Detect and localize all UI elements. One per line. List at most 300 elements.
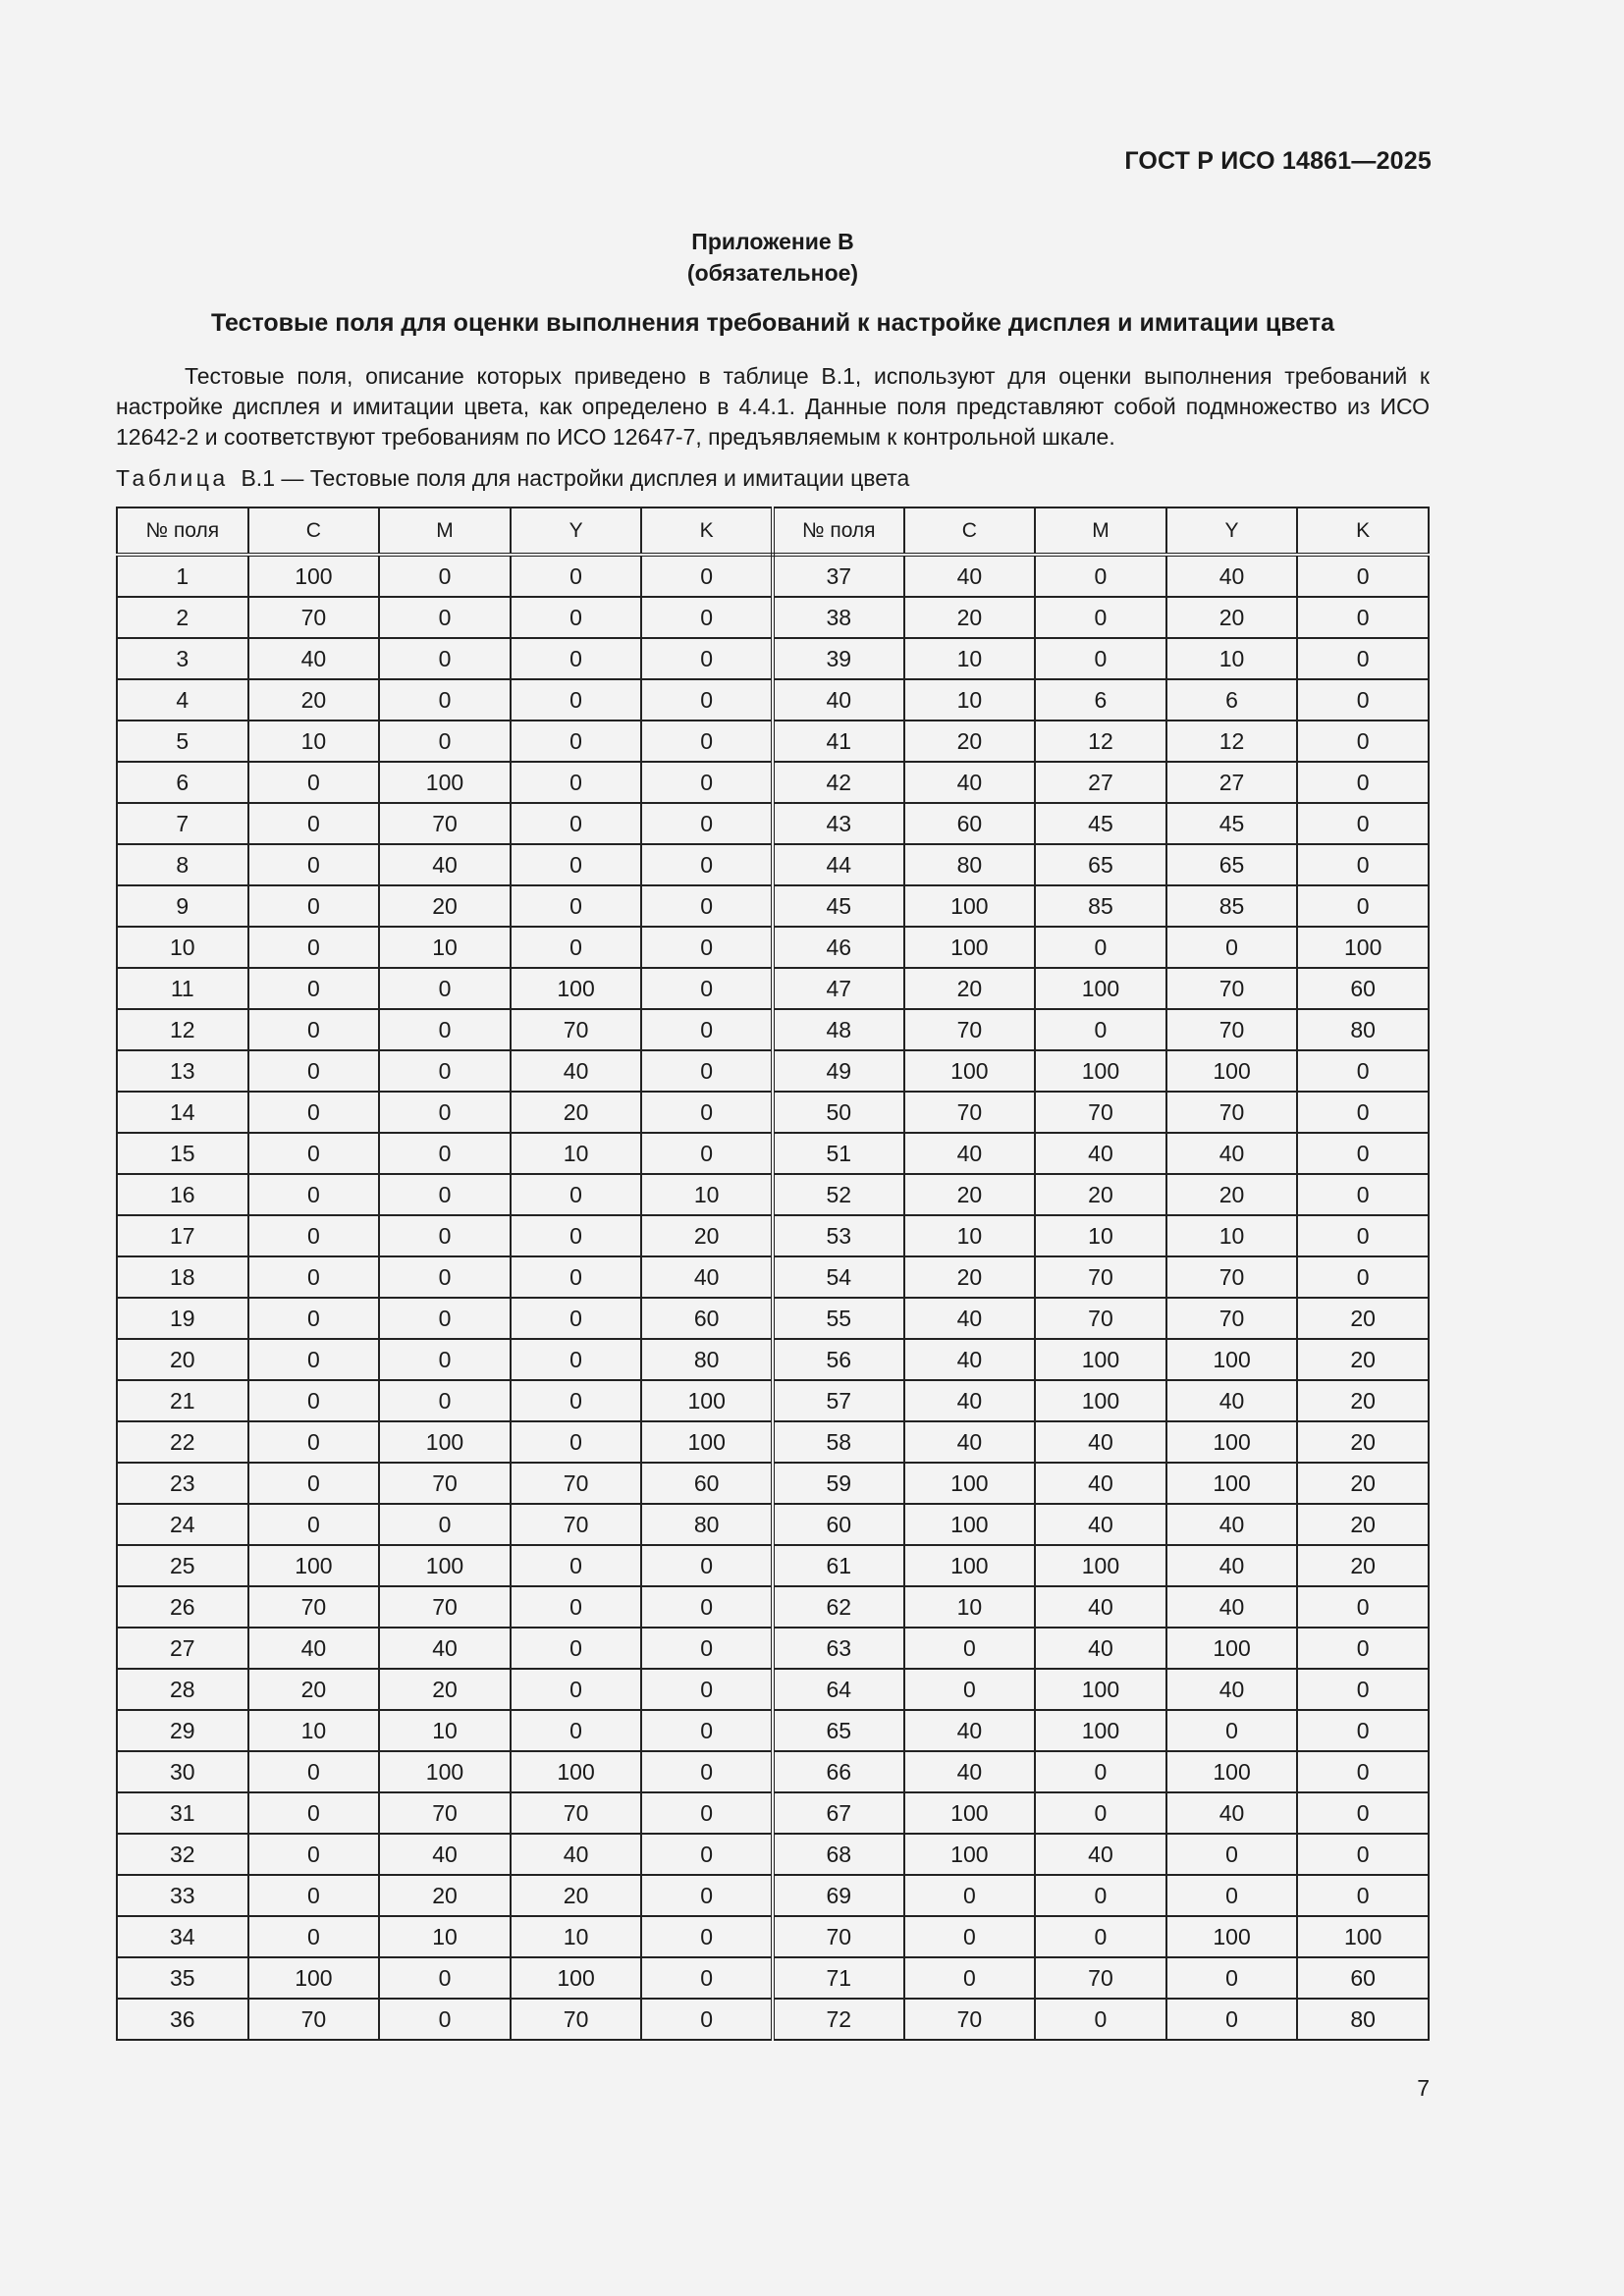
table-cell: 0 bbox=[511, 1669, 642, 1710]
table-cell: 0 bbox=[1297, 721, 1429, 762]
table-cell: 0 bbox=[248, 1751, 380, 1792]
table-cell: 40 bbox=[248, 638, 380, 679]
table-row bbox=[117, 762, 1429, 803]
table-cell: 0 bbox=[1035, 1916, 1166, 1957]
table-cell: 0 bbox=[248, 844, 380, 885]
table-cell: 0 bbox=[511, 555, 642, 597]
table-cell: 6 bbox=[1035, 679, 1166, 721]
table-cell: 70 bbox=[1166, 1009, 1298, 1050]
table-cell: 0 bbox=[641, 1875, 773, 1916]
table-row bbox=[117, 1009, 1429, 1050]
table-cell: 0 bbox=[511, 1298, 642, 1339]
table-cell: 0 bbox=[641, 1916, 773, 1957]
table-cell: 0 bbox=[248, 968, 380, 1009]
appendix-title: Приложение B bbox=[691, 229, 854, 254]
table-cell: 0 bbox=[641, 885, 773, 927]
table-cell: 0 bbox=[1035, 1875, 1166, 1916]
table-cell: 16 bbox=[117, 1174, 248, 1215]
table-row bbox=[117, 1298, 1429, 1339]
table-cell: 0 bbox=[511, 803, 642, 844]
table-cell: 100 bbox=[248, 1545, 380, 1586]
table-cell: 0 bbox=[379, 1380, 511, 1421]
table-caption bbox=[116, 465, 909, 492]
table-cell: 70 bbox=[904, 1999, 1036, 2040]
table-cell: 20 bbox=[379, 1875, 511, 1916]
table-cell: 10 bbox=[379, 1916, 511, 1957]
table-row bbox=[117, 597, 1429, 638]
column-header: C bbox=[248, 507, 380, 555]
table-cell: 17 bbox=[117, 1215, 248, 1256]
table-cell: 45 bbox=[1166, 803, 1298, 844]
appendix-status: (обязательное) bbox=[686, 260, 859, 286]
table-cell: 10 bbox=[1035, 1215, 1166, 1256]
table-cell: 0 bbox=[248, 1916, 380, 1957]
table-cell: 100 bbox=[379, 1545, 511, 1586]
table-cell: 36 bbox=[117, 1999, 248, 2040]
table-cell: 0 bbox=[641, 721, 773, 762]
table-cell: 70 bbox=[1035, 1957, 1166, 1999]
table-cell: 20 bbox=[904, 1256, 1036, 1298]
table-cell: 0 bbox=[248, 1463, 380, 1504]
table-cell: 0 bbox=[1297, 1792, 1429, 1834]
table-cell: 0 bbox=[379, 555, 511, 597]
table-cell: 0 bbox=[379, 1092, 511, 1133]
table-cell: 70 bbox=[904, 1009, 1036, 1050]
table-cell: 100 bbox=[1166, 1050, 1298, 1092]
table-cell: 40 bbox=[379, 1834, 511, 1875]
table-cell: 70 bbox=[248, 597, 380, 638]
table-cell: 20 bbox=[117, 1339, 248, 1380]
table-cell: 0 bbox=[1297, 1174, 1429, 1215]
table-cell: 2 bbox=[117, 597, 248, 638]
table-cell: 49 bbox=[773, 1050, 904, 1092]
table-cell: 20 bbox=[379, 885, 511, 927]
table-cell: 12 bbox=[1166, 721, 1298, 762]
table-cell: 70 bbox=[511, 1792, 642, 1834]
table-cell: 100 bbox=[904, 1545, 1036, 1586]
table-cell: 0 bbox=[641, 1957, 773, 1999]
table-cell: 27 bbox=[117, 1628, 248, 1669]
table-cell: 35 bbox=[117, 1957, 248, 1999]
table-cell: 67 bbox=[773, 1792, 904, 1834]
table-cell: 0 bbox=[379, 679, 511, 721]
table-cell: 0 bbox=[1297, 1710, 1429, 1751]
table-cell: 0 bbox=[1035, 597, 1166, 638]
table-cell: 100 bbox=[1166, 1339, 1298, 1380]
table-cell: 60 bbox=[904, 803, 1036, 844]
table-row bbox=[117, 1957, 1429, 1999]
column-header: M bbox=[379, 507, 511, 555]
table-cell: 0 bbox=[511, 638, 642, 679]
table-cell: 4 bbox=[117, 679, 248, 721]
table-cell: 40 bbox=[248, 1628, 380, 1669]
table-cell: 0 bbox=[379, 1999, 511, 2040]
column-header: M bbox=[1035, 507, 1166, 555]
table-cell: 100 bbox=[248, 555, 380, 597]
table-cell: 0 bbox=[248, 803, 380, 844]
table-cell: 0 bbox=[248, 1092, 380, 1133]
table-cell: 100 bbox=[1166, 1628, 1298, 1669]
table-cell: 100 bbox=[904, 1050, 1036, 1092]
table-cell: 10 bbox=[904, 679, 1036, 721]
table-cell: 31 bbox=[117, 1792, 248, 1834]
table-cell: 0 bbox=[379, 1339, 511, 1380]
table-cell: 0 bbox=[1297, 844, 1429, 885]
table-cell: 0 bbox=[379, 1174, 511, 1215]
table-cell: 70 bbox=[511, 1463, 642, 1504]
table-cell: 100 bbox=[1035, 968, 1166, 1009]
table-cell: 10 bbox=[1166, 638, 1298, 679]
table-cell: 80 bbox=[1297, 1999, 1429, 2040]
table-cell: 0 bbox=[511, 597, 642, 638]
table-cell: 39 bbox=[773, 638, 904, 679]
table-cell: 10 bbox=[511, 1916, 642, 1957]
table-cell: 0 bbox=[511, 762, 642, 803]
table-cell: 0 bbox=[641, 679, 773, 721]
section-title: Тестовые поля для оценки выполнения требований к настройке дисплея и имитации цвета bbox=[210, 309, 1335, 337]
table-cell: 20 bbox=[248, 1669, 380, 1710]
column-header: Y bbox=[511, 507, 642, 555]
table-cell: 100 bbox=[1297, 927, 1429, 968]
table-cell: 0 bbox=[641, 1545, 773, 1586]
table-cell: 0 bbox=[1166, 1710, 1298, 1751]
table-cell: 85 bbox=[1166, 885, 1298, 927]
table-cell: 0 bbox=[248, 1339, 380, 1380]
table-cell: 70 bbox=[1166, 1298, 1298, 1339]
table-cell: 20 bbox=[1297, 1504, 1429, 1545]
table-cell: 10 bbox=[379, 927, 511, 968]
table-row bbox=[117, 1463, 1429, 1504]
table-cell: 6 bbox=[117, 762, 248, 803]
table-cell: 0 bbox=[641, 1586, 773, 1628]
table-cell: 0 bbox=[511, 1421, 642, 1463]
table-cell: 18 bbox=[117, 1256, 248, 1298]
table-cell: 100 bbox=[1297, 1916, 1429, 1957]
column-header: № поля bbox=[773, 507, 904, 555]
table-cell: 70 bbox=[1166, 1092, 1298, 1133]
table-cell: 40 bbox=[1035, 1421, 1166, 1463]
table-cell: 26 bbox=[117, 1586, 248, 1628]
table-cell: 100 bbox=[1035, 1339, 1166, 1380]
table-cell: 10 bbox=[904, 1586, 1036, 1628]
table-cell: 33 bbox=[117, 1875, 248, 1916]
table-cell: 60 bbox=[1297, 1957, 1429, 1999]
table-cell: 0 bbox=[1297, 1669, 1429, 1710]
table-cell: 0 bbox=[379, 1050, 511, 1092]
table-cell: 40 bbox=[1035, 1504, 1166, 1545]
table-cell: 40 bbox=[1166, 1504, 1298, 1545]
table-cell: 0 bbox=[1297, 555, 1429, 597]
table-cell: 100 bbox=[379, 762, 511, 803]
table-caption-text: B.1 — Тестовые поля для настройки дисплея и имитации цвета bbox=[241, 465, 910, 491]
table-cell: 100 bbox=[1035, 1380, 1166, 1421]
table-cell: 72 bbox=[773, 1999, 904, 2040]
table-cell: 25 bbox=[117, 1545, 248, 1586]
table-cell: 65 bbox=[773, 1710, 904, 1751]
table-cell: 0 bbox=[511, 1256, 642, 1298]
table-cell: 58 bbox=[773, 1421, 904, 1463]
table-row bbox=[117, 1050, 1429, 1092]
table-cell: 0 bbox=[379, 1298, 511, 1339]
table-cell: 10 bbox=[117, 927, 248, 968]
table-cell: 0 bbox=[1297, 1751, 1429, 1792]
table-cell: 100 bbox=[1166, 1421, 1298, 1463]
table-cell: 40 bbox=[1035, 1834, 1166, 1875]
table-cell: 100 bbox=[904, 1792, 1036, 1834]
table-cell: 70 bbox=[1166, 1256, 1298, 1298]
table-cell: 70 bbox=[511, 1009, 642, 1050]
table-cell: 0 bbox=[1035, 1009, 1166, 1050]
table-cell: 1 bbox=[117, 555, 248, 597]
table-cell: 0 bbox=[379, 597, 511, 638]
table-cell: 40 bbox=[379, 844, 511, 885]
test-fields-table bbox=[116, 507, 1430, 2041]
table-cell: 0 bbox=[511, 885, 642, 927]
table-row bbox=[117, 1092, 1429, 1133]
table-row bbox=[117, 1380, 1429, 1421]
table-row bbox=[117, 721, 1429, 762]
table-cell: 0 bbox=[641, 968, 773, 1009]
table-cell: 0 bbox=[1166, 1999, 1298, 2040]
table-cell: 0 bbox=[379, 721, 511, 762]
table-cell: 22 bbox=[117, 1421, 248, 1463]
table-cell: 100 bbox=[904, 885, 1036, 927]
table-cell: 64 bbox=[773, 1669, 904, 1710]
table-cell: 70 bbox=[379, 803, 511, 844]
table-row bbox=[117, 1916, 1429, 1957]
table-cell: 65 bbox=[1035, 844, 1166, 885]
document-id-header: ГОСТ Р ИСО 14861—2025 bbox=[1124, 147, 1432, 175]
table-cell: 0 bbox=[511, 1215, 642, 1256]
table-cell: 19 bbox=[117, 1298, 248, 1339]
table-cell: 10 bbox=[1166, 1215, 1298, 1256]
table-cell: 100 bbox=[1166, 1463, 1298, 1504]
table-cell: 66 bbox=[773, 1751, 904, 1792]
table-cell: 0 bbox=[511, 1339, 642, 1380]
table-cell: 69 bbox=[773, 1875, 904, 1916]
table-cell: 60 bbox=[641, 1298, 773, 1339]
table-cell: 9 bbox=[117, 885, 248, 927]
table-cell: 0 bbox=[1166, 1957, 1298, 1999]
table-cell: 63 bbox=[773, 1628, 904, 1669]
table-row bbox=[117, 1545, 1429, 1586]
table-cell: 59 bbox=[773, 1463, 904, 1504]
table-cell: 0 bbox=[511, 1586, 642, 1628]
table-cell: 20 bbox=[511, 1875, 642, 1916]
table-cell: 65 bbox=[1166, 844, 1298, 885]
table-cell: 62 bbox=[773, 1586, 904, 1628]
table-cell: 10 bbox=[379, 1710, 511, 1751]
table-cell: 20 bbox=[1297, 1298, 1429, 1339]
table-cell: 0 bbox=[248, 1050, 380, 1092]
table-cell: 0 bbox=[1297, 597, 1429, 638]
table-cell: 40 bbox=[773, 679, 904, 721]
table-cell: 0 bbox=[248, 1298, 380, 1339]
table-cell: 0 bbox=[1035, 927, 1166, 968]
table-caption-prefix: Таблица bbox=[116, 465, 229, 491]
table-cell: 40 bbox=[641, 1256, 773, 1298]
table-cell: 40 bbox=[1166, 555, 1298, 597]
table-cell: 40 bbox=[511, 1050, 642, 1092]
table-row bbox=[117, 803, 1429, 844]
table-cell: 0 bbox=[511, 927, 642, 968]
table-cell: 51 bbox=[773, 1133, 904, 1174]
table-cell: 0 bbox=[641, 597, 773, 638]
table-cell: 0 bbox=[904, 1957, 1036, 1999]
table-cell: 53 bbox=[773, 1215, 904, 1256]
table-cell: 0 bbox=[641, 1834, 773, 1875]
table-cell: 20 bbox=[641, 1215, 773, 1256]
table-cell: 57 bbox=[773, 1380, 904, 1421]
table-cell: 0 bbox=[641, 1669, 773, 1710]
table-cell: 40 bbox=[1166, 1545, 1298, 1586]
table-cell: 0 bbox=[379, 1215, 511, 1256]
table-cell: 40 bbox=[904, 555, 1036, 597]
table-row bbox=[117, 1628, 1429, 1669]
table-cell: 30 bbox=[117, 1751, 248, 1792]
table-cell: 6 bbox=[1166, 679, 1298, 721]
table-row bbox=[117, 1504, 1429, 1545]
table-cell: 21 bbox=[117, 1380, 248, 1421]
table-cell: 0 bbox=[511, 1628, 642, 1669]
table-cell: 0 bbox=[904, 1916, 1036, 1957]
appendix-heading bbox=[116, 226, 1430, 289]
table-cell: 100 bbox=[1166, 1916, 1298, 1957]
table-cell: 0 bbox=[511, 1710, 642, 1751]
table-cell: 11 bbox=[117, 968, 248, 1009]
table-cell: 10 bbox=[248, 1710, 380, 1751]
table-cell: 20 bbox=[1297, 1463, 1429, 1504]
table-cell: 70 bbox=[248, 1586, 380, 1628]
table-row bbox=[117, 1710, 1429, 1751]
table-cell: 0 bbox=[1297, 1215, 1429, 1256]
table-cell: 40 bbox=[1166, 1586, 1298, 1628]
table-cell: 70 bbox=[379, 1792, 511, 1834]
table-cell: 10 bbox=[641, 1174, 773, 1215]
column-header: C bbox=[904, 507, 1036, 555]
table-cell: 68 bbox=[773, 1834, 904, 1875]
table-row bbox=[117, 1751, 1429, 1792]
table-cell: 40 bbox=[904, 762, 1036, 803]
table-row bbox=[117, 1834, 1429, 1875]
table-cell: 0 bbox=[1297, 803, 1429, 844]
table-cell: 70 bbox=[1035, 1092, 1166, 1133]
table-cell: 0 bbox=[1297, 1133, 1429, 1174]
table-cell: 40 bbox=[1035, 1133, 1166, 1174]
table-cell: 0 bbox=[1035, 638, 1166, 679]
table-cell: 0 bbox=[641, 1050, 773, 1092]
table-cell: 0 bbox=[1297, 1875, 1429, 1916]
table-cell: 100 bbox=[1035, 1710, 1166, 1751]
table-cell: 71 bbox=[773, 1957, 904, 1999]
table-cell: 0 bbox=[1035, 1792, 1166, 1834]
table-cell: 56 bbox=[773, 1339, 904, 1380]
table-cell: 0 bbox=[248, 1174, 380, 1215]
table-cell: 20 bbox=[1166, 597, 1298, 638]
table-row bbox=[117, 679, 1429, 721]
table-cell: 14 bbox=[117, 1092, 248, 1133]
table-cell: 40 bbox=[1166, 1133, 1298, 1174]
table-cell: 0 bbox=[1297, 1050, 1429, 1092]
table-cell: 52 bbox=[773, 1174, 904, 1215]
table-cell: 0 bbox=[1297, 638, 1429, 679]
table-cell: 0 bbox=[248, 1009, 380, 1050]
table-cell: 0 bbox=[379, 1133, 511, 1174]
table-cell: 100 bbox=[904, 927, 1036, 968]
table-cell: 70 bbox=[773, 1916, 904, 1957]
table-cell: 70 bbox=[1166, 968, 1298, 1009]
table-cell: 100 bbox=[1035, 1050, 1166, 1092]
table-row bbox=[117, 1586, 1429, 1628]
table-cell: 0 bbox=[248, 927, 380, 968]
table-cell: 40 bbox=[904, 1133, 1036, 1174]
table-cell: 47 bbox=[773, 968, 904, 1009]
table-cell: 0 bbox=[511, 844, 642, 885]
table-cell: 0 bbox=[641, 638, 773, 679]
table-cell: 80 bbox=[641, 1339, 773, 1380]
table-cell: 0 bbox=[641, 1133, 773, 1174]
table-row bbox=[117, 555, 1429, 597]
table-cell: 0 bbox=[511, 1174, 642, 1215]
table-row bbox=[117, 1999, 1429, 2040]
table-cell: 100 bbox=[1166, 1751, 1298, 1792]
table-cell: 100 bbox=[904, 1463, 1036, 1504]
table-cell: 100 bbox=[248, 1957, 380, 1999]
table-cell: 0 bbox=[641, 1999, 773, 2040]
table-cell: 45 bbox=[1035, 803, 1166, 844]
table-cell: 0 bbox=[379, 1256, 511, 1298]
table-cell: 0 bbox=[1035, 1999, 1166, 2040]
table-cell: 0 bbox=[248, 762, 380, 803]
table-cell: 70 bbox=[511, 1504, 642, 1545]
table-cell: 20 bbox=[904, 1174, 1036, 1215]
table-cell: 0 bbox=[641, 1751, 773, 1792]
table-cell: 7 bbox=[117, 803, 248, 844]
table-cell: 20 bbox=[1166, 1174, 1298, 1215]
table-cell: 20 bbox=[904, 968, 1036, 1009]
table-cell: 20 bbox=[511, 1092, 642, 1133]
table-cell: 0 bbox=[641, 1628, 773, 1669]
table-cell: 40 bbox=[511, 1834, 642, 1875]
table-cell: 0 bbox=[511, 1380, 642, 1421]
table-cell: 10 bbox=[904, 1215, 1036, 1256]
page-number: 7 bbox=[1417, 2075, 1430, 2101]
table-cell: 23 bbox=[117, 1463, 248, 1504]
table-cell: 20 bbox=[1297, 1339, 1429, 1380]
table-row bbox=[117, 1256, 1429, 1298]
table-cell: 28 bbox=[117, 1669, 248, 1710]
table-cell: 0 bbox=[248, 1834, 380, 1875]
table-cell: 40 bbox=[1166, 1669, 1298, 1710]
table-cell: 70 bbox=[904, 1092, 1036, 1133]
table-cell: 60 bbox=[641, 1463, 773, 1504]
table-cell: 100 bbox=[904, 1834, 1036, 1875]
table-row bbox=[117, 927, 1429, 968]
table-cell: 40 bbox=[379, 1628, 511, 1669]
table-row bbox=[117, 1339, 1429, 1380]
table-cell: 0 bbox=[511, 1545, 642, 1586]
table-cell: 27 bbox=[1166, 762, 1298, 803]
table-row bbox=[117, 1421, 1429, 1463]
table-cell: 15 bbox=[117, 1133, 248, 1174]
table-cell: 10 bbox=[904, 638, 1036, 679]
table-cell: 40 bbox=[1035, 1586, 1166, 1628]
table-cell: 20 bbox=[1297, 1545, 1429, 1586]
table-cell: 0 bbox=[248, 1133, 380, 1174]
table-cell: 27 bbox=[1035, 762, 1166, 803]
table-cell: 61 bbox=[773, 1545, 904, 1586]
table-cell: 0 bbox=[1297, 1092, 1429, 1133]
